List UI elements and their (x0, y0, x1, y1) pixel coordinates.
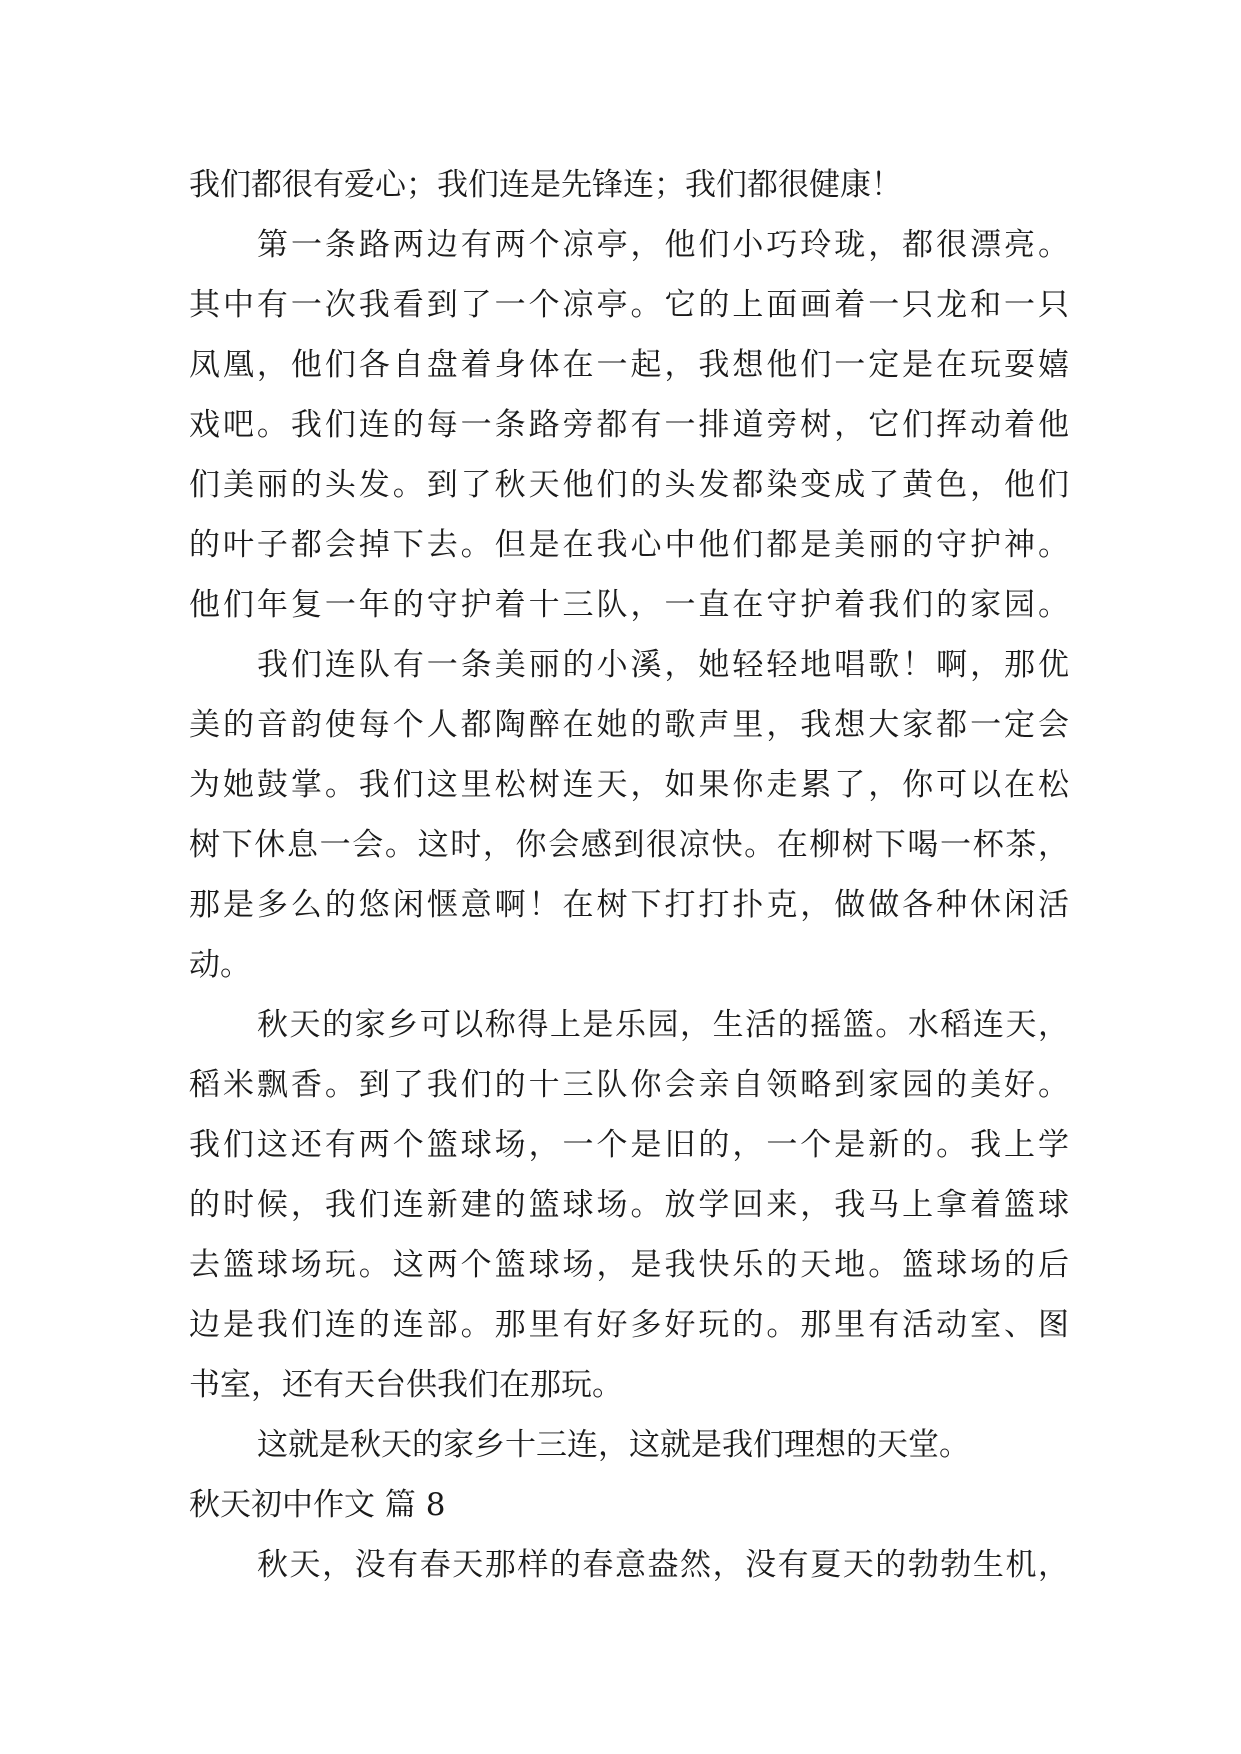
text-line: 的时候，我们连新建的篮球场。放学回来，我马上拿着篮球 (189, 1187, 1069, 1223)
text-line: 的叶子都会掉下去。但是在我心中他们都是美丽的守护神。 (189, 527, 1069, 563)
text-line: 们美丽的头发。到了秋天他们的头发都染变成了黄色，他们 (189, 467, 1069, 503)
text-line: 我们这还有两个篮球场，一个是旧的，一个是新的。我上学 (189, 1127, 1069, 1163)
text-line: 秋天的家乡可以称得上是乐园，生活的摇篮。水稻连天， (257, 1007, 1069, 1043)
text-line: 戏吧。我们连的每一条路旁都有一排道旁树，它们挥动着他 (189, 407, 1069, 443)
text-line: 稻米飘香。到了我们的十三队你会亲自领略到家园的美好。 (189, 1067, 1069, 1103)
section-heading: 秋天初中作文 篇 8 (189, 1487, 446, 1523)
text-line: 边是我们连的连部。那里有好多好玩的。那里有活动室、图 (189, 1307, 1069, 1343)
text-line: 他们年复一年的守护着十三队，一直在守护着我们的家园。 (189, 587, 1069, 623)
text-line: 书室，还有天台供我们在那玩。 (189, 1367, 623, 1403)
text-line: 这就是秋天的家乡十三连，这就是我们理想的天堂。 (257, 1427, 970, 1463)
text-line: 动。 (189, 947, 251, 983)
text-line: 第一条路两边有两个凉亭，他们小巧玲珑，都很漂亮。 (257, 227, 1069, 263)
text-line: 我们都很有爱心；我们连是先锋连；我们都很健康！ (189, 167, 902, 203)
text-line: 树下休息一会。这时，你会感到很凉快。在柳树下喝一杯茶， (189, 827, 1069, 863)
text-line: 秋天，没有春天那样的春意盎然，没有夏天的勃勃生机， (257, 1547, 1069, 1583)
text-line: 去篮球场玩。这两个篮球场，是我快乐的天地。篮球场的后 (189, 1247, 1069, 1283)
document-body (189, 155, 1069, 1595)
text-line: 我们连队有一条美丽的小溪，她轻轻地唱歌！啊，那优 (257, 647, 1069, 683)
text-line: 为她鼓掌。我们这里松树连天，如果你走累了，你可以在松 (189, 767, 1069, 803)
text-line: 凤凰，他们各自盘着身体在一起，我想他们一定是在玩耍嬉 (189, 347, 1069, 383)
text-line: 美的音韵使每个人都陶醉在她的歌声里，我想大家都一定会 (189, 707, 1069, 743)
text-line: 其中有一次我看到了一个凉亭。它的上面画着一只龙和一只 (189, 287, 1069, 323)
text-line: 那是多么的悠闲惬意啊！在树下打打扑克，做做各种休闲活 (189, 887, 1069, 923)
